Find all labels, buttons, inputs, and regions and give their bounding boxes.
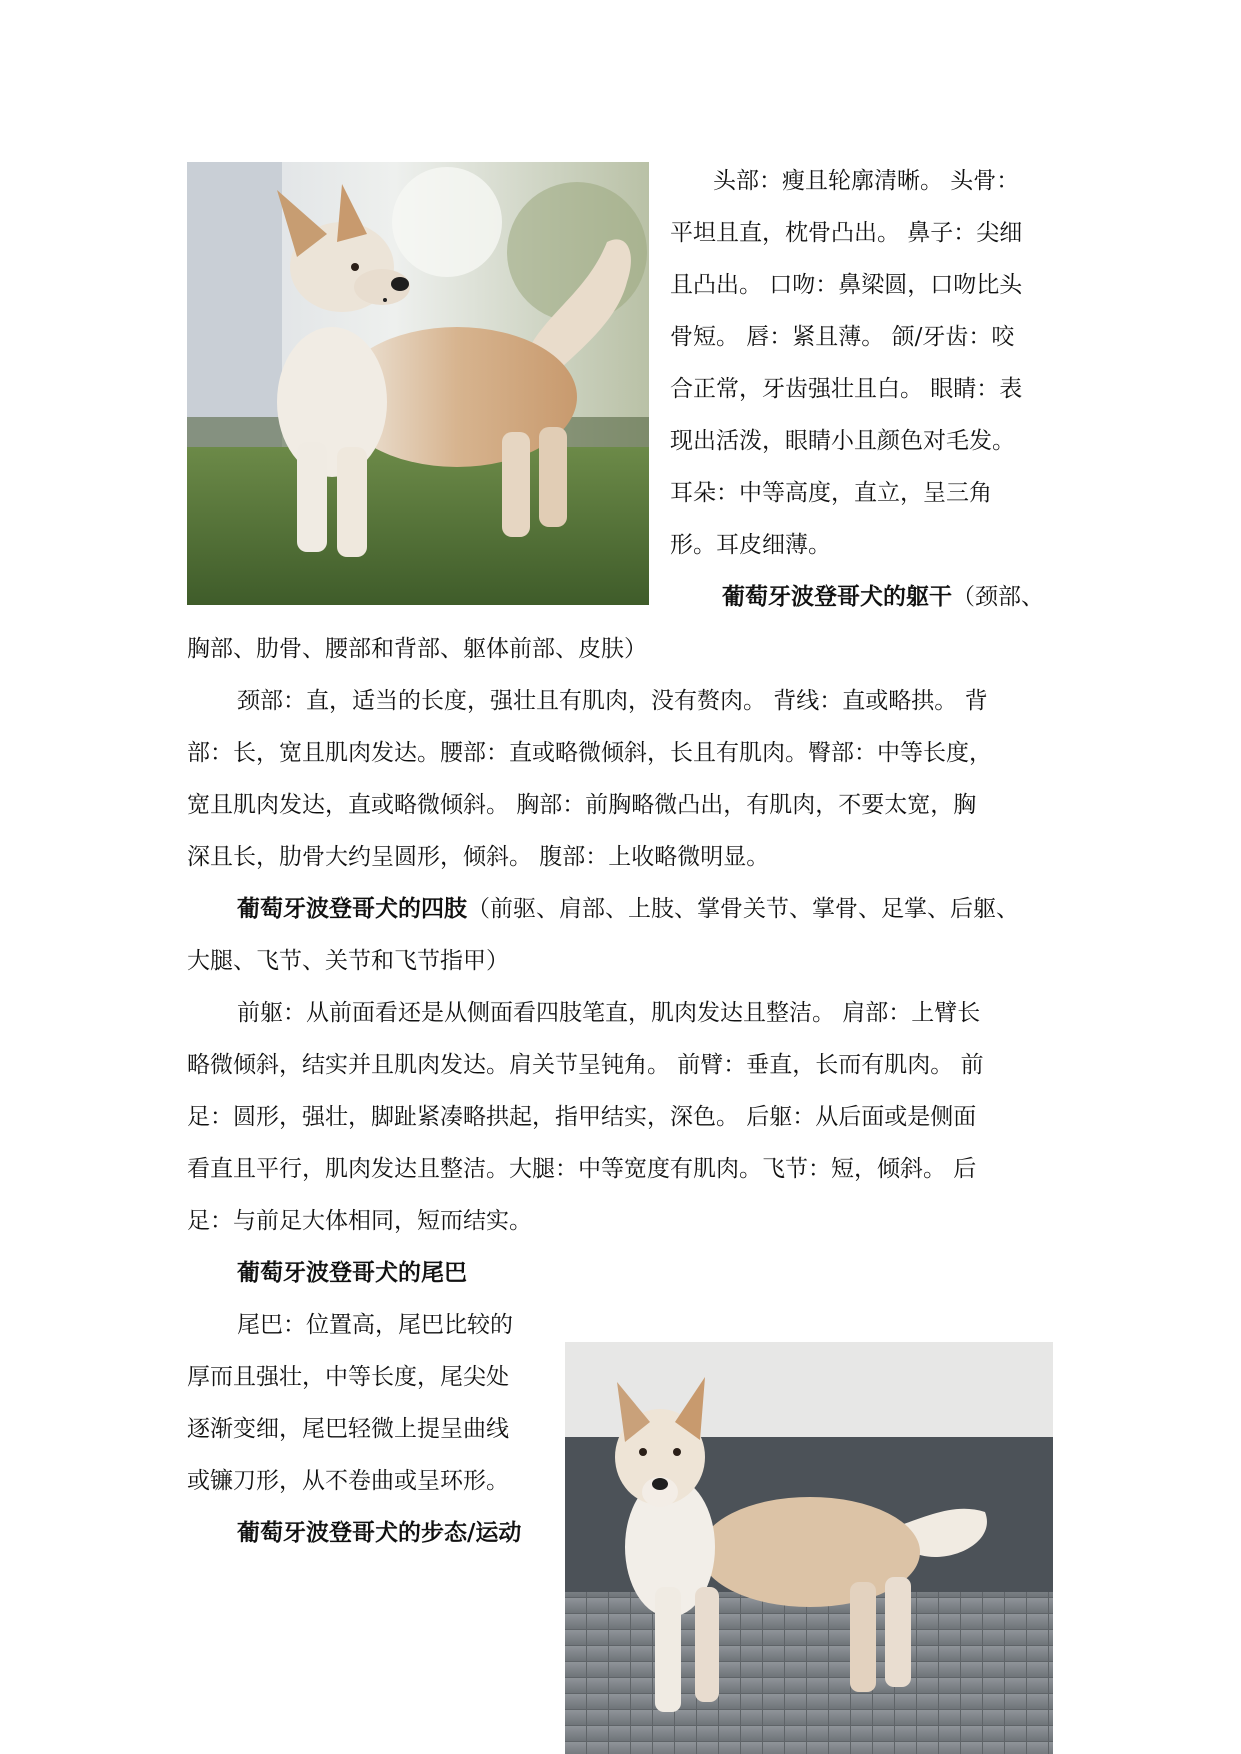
gait-heading-line	[237, 1507, 521, 1559]
body-heading-note: （颈部、	[952, 584, 1044, 610]
body-line: 宽且肌肉发达，直或略微倾斜。 胸部：前胸略微凸出，有肌肉，不要太宽，胸	[187, 792, 977, 818]
dog-photo-grass	[187, 162, 649, 605]
limbs-line: 看直且平行，肌肉发达且整洁。大腿：中等宽度有肌肉。飞节：短，倾斜。 后	[187, 1156, 977, 1182]
head-line: 耳朵：中等高度，直立，呈三角	[670, 480, 992, 506]
limbs-heading-note: （前驱、肩部、上肢、掌骨关节、掌骨、足掌、后躯、	[467, 896, 1019, 922]
head-line: 形。耳皮细薄。	[670, 532, 831, 558]
body-heading-line	[722, 571, 1044, 623]
tail-line: 尾巴：位置高，尾巴比较的	[237, 1312, 513, 1338]
head-line: 头部：瘦且轮廓清晰。 头骨：	[713, 168, 1020, 194]
gait-section-heading: 葡萄牙波登哥犬的步态/运动	[237, 1519, 522, 1546]
head-line: 且凸出。 口吻：鼻梁圆，口吻比头	[670, 272, 1023, 298]
body-section-heading: 葡萄牙波登哥犬的躯干	[722, 583, 952, 610]
head-line: 平坦且直，枕骨凸出。 鼻子：尖细	[670, 220, 1023, 246]
limbs-heading-note-line: 大腿、飞节、关节和飞节指甲）	[187, 948, 509, 974]
limbs-section-heading: 葡萄牙波登哥犬的四肢	[237, 895, 467, 922]
tail-line: 或镰刀形，从不卷曲或呈环形。	[187, 1468, 509, 1494]
head-line: 合正常，牙齿强壮且白。 眼睛：表	[670, 376, 1023, 402]
limbs-line: 前躯：从前面看还是从侧面看四肢笔直，肌肉发达且整洁。 肩部：上臂长	[237, 1000, 981, 1026]
body-line: 颈部：直，适当的长度，强壮且有肌肉，没有赘肉。 背线：直或略拱。 背	[237, 688, 988, 714]
head-line: 骨短。 唇：紧且薄。 颌/牙齿：咬	[670, 324, 1015, 350]
limbs-heading-line	[237, 883, 1019, 935]
limbs-line: 足：圆形，强壮，脚趾紧凑略拱起，指甲结实，深色。 后躯：从后面或是侧面	[187, 1104, 977, 1130]
body-heading-note-line: 胸部、肋骨、腰部和背部、躯体前部、皮肤）	[187, 636, 647, 662]
head-line: 现出活泼，眼睛小且颜色对毛发。	[670, 428, 1015, 454]
limbs-line: 略微倾斜，结实并且肌肉发达。肩关节呈钝角。 前臂：垂直，长而有肌肉。 前	[187, 1052, 984, 1078]
body-line: 部：长，宽且肌肉发达。腰部：直或略微倾斜，长且有肌肉。臀部：中等长度，	[187, 740, 992, 766]
tail-section-heading: 葡萄牙波登哥犬的尾巴	[237, 1259, 467, 1286]
tail-line: 厚而且强壮，中等长度，尾尖处	[187, 1364, 509, 1390]
tail-line: 逐渐变细，尾巴轻微上提呈曲线	[187, 1416, 509, 1442]
limbs-line: 足：与前足大体相同，短而结实。	[187, 1208, 532, 1234]
dog-photo-pavement	[565, 1342, 1053, 1754]
body-line: 深且长，肋骨大约呈圆形，倾斜。 腹部：上收略微明显。	[187, 844, 770, 870]
tail-heading-line	[237, 1247, 467, 1299]
